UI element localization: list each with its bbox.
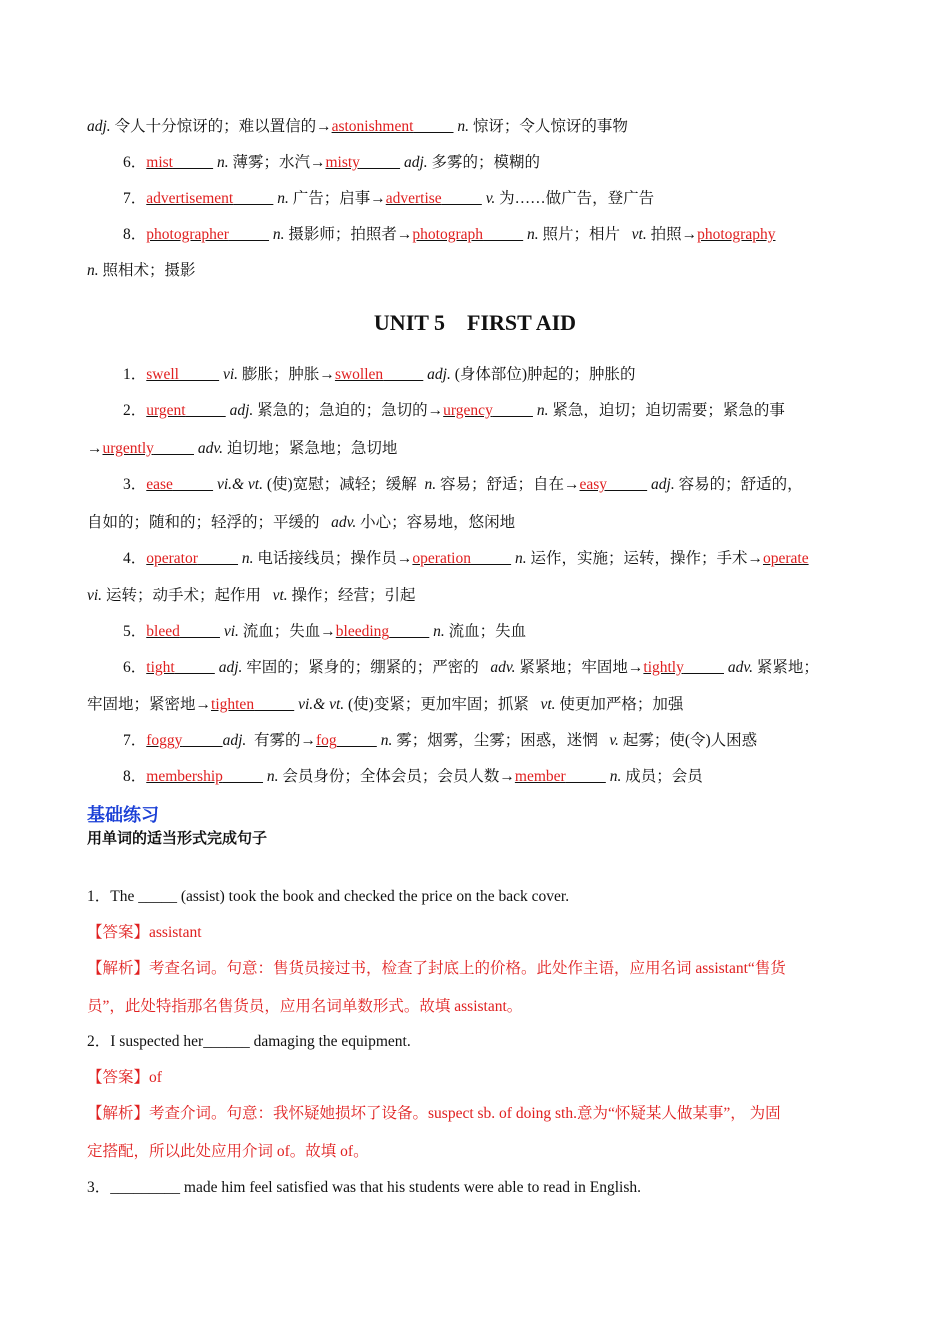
pos: adv. — [197, 440, 223, 457]
question-text: made him feel satisfied was that his students were able to read in English. — [180, 1179, 642, 1196]
pos: n. — [277, 190, 289, 207]
definition: 雾；烟雾，尘雾；困惑，迷惘 — [396, 732, 598, 749]
explanation-label: 【解析】 — [87, 960, 150, 977]
answer-blank: _________ — [110, 1179, 181, 1196]
vocab-line-membership — [123, 766, 870, 788]
pos: n. — [87, 262, 99, 279]
answer-blank: ______ — [203, 1033, 250, 1050]
pos: n. — [433, 623, 445, 640]
vocab-line-ease — [123, 474, 870, 496]
vocab-line-operate-cont — [87, 585, 870, 607]
pos: adj. — [229, 402, 254, 419]
vocab-line-swell — [123, 364, 870, 386]
pos: adv. — [490, 659, 516, 676]
answer: member — [514, 768, 566, 785]
answer-label: 【答案】 — [87, 1069, 150, 1086]
definition: 流血；失血 — [448, 623, 527, 640]
item-number: 5． — [123, 623, 147, 640]
answer: photograph — [412, 226, 484, 243]
pos: n. — [527, 226, 539, 243]
item-number: 6． — [123, 154, 147, 171]
unit-title: UNIT 5 FIRST AID — [373, 310, 577, 335]
item-number: 8． — [123, 226, 147, 243]
definition: 多雾的；模糊的 — [431, 154, 541, 171]
vocab-line-astonishing — [87, 116, 870, 138]
pos: vi. — [222, 366, 239, 383]
definition: 运转；动手术；起作用 — [105, 587, 261, 604]
definition: 牢固的；紧身的；绷紧的；严密的 — [246, 659, 479, 676]
answer: photographer — [146, 226, 229, 243]
definition: 令人十分惊讶的；难以置信的→ — [114, 118, 332, 135]
answer: operator — [146, 550, 198, 567]
definition: 自如的；随和的；轻浮的；平缓的 — [87, 514, 320, 531]
vocab-line-urgent — [123, 400, 870, 422]
answer: urgency — [443, 402, 493, 419]
pos: v. — [485, 190, 496, 207]
vocab-line-photography-def — [87, 260, 870, 282]
vocab-line-tighten — [87, 694, 870, 716]
item-number: 6． — [123, 659, 147, 676]
pos: adj. — [427, 366, 451, 383]
answer: bleeding — [335, 623, 390, 640]
definition: 使更加严格；加强 — [559, 696, 684, 713]
answer: operation — [412, 550, 471, 567]
pos: vi. — [223, 623, 239, 640]
item-number: 7． — [123, 732, 147, 749]
pos: n. — [216, 154, 229, 171]
answer-1 — [87, 922, 870, 944]
pos: vi.& vt. — [216, 476, 263, 493]
definition: 紧紧地；牢固地→ — [519, 659, 644, 676]
pos: adv. — [727, 659, 753, 676]
pos: vt. — [631, 226, 647, 243]
vocab-line-urgently — [87, 438, 870, 460]
answer-label: 【答案】 — [87, 924, 150, 941]
pos: n. — [241, 550, 254, 567]
answer: foggy — [146, 732, 183, 749]
section-title: 基础练习 — [87, 805, 159, 826]
definition: 紧急的；急迫的；急切的→ — [257, 402, 444, 419]
definition: 起雾；使(令)人困惑 — [622, 732, 758, 749]
item-number: 1． — [123, 366, 147, 383]
question-text: 3． — [87, 1179, 111, 1196]
vocab-line-ease-cont — [87, 512, 870, 534]
definition: 牢固地；紧密地→ — [87, 696, 212, 713]
answer: operate — [762, 550, 809, 567]
section-subtitle: 用单词的适当形式完成句子 — [87, 829, 268, 847]
pos: vi. — [87, 587, 103, 604]
answer: fog — [316, 732, 337, 749]
definition: 成员；会员 — [625, 768, 703, 785]
vocab-line-operator — [123, 548, 870, 570]
answer: misty — [325, 154, 360, 171]
question-text: (assist) took the book and checked the price on the back cover. — [176, 888, 570, 905]
definition: 会员身份；全体会员；会员人数→ — [282, 768, 515, 785]
definition: 照相术；摄影 — [102, 262, 196, 279]
definition: 流血；失血→ — [242, 623, 336, 640]
explanation-2-line1 — [87, 1103, 870, 1125]
definition: 紧急，迫切；迫切需要；紧急的事 — [552, 402, 785, 419]
answer-2 — [87, 1067, 870, 1089]
item-number: 7． — [123, 190, 147, 207]
pos: n. — [424, 476, 437, 493]
answer: swollen — [334, 366, 384, 383]
answer: urgently — [102, 440, 154, 457]
definition: 摄影师；拍照者→ — [288, 226, 413, 243]
definition: (使)宽慰；减轻；缓解 — [266, 476, 417, 493]
pos: n. — [609, 768, 622, 785]
answer: bleed — [146, 623, 180, 640]
definition: 拍照→ — [650, 226, 698, 243]
vocab-line-tight — [123, 657, 870, 679]
definition: 迫切地；紧急地；急切地 — [226, 440, 398, 457]
vocab-line-mist — [123, 152, 870, 174]
answer: photography — [697, 226, 776, 243]
explanation-text: 员”，此处特指那名售货员，应用名词单数形式。故填 assistant。 — [87, 998, 523, 1015]
pos: adj. — [403, 154, 428, 171]
question-text: 1．The — [87, 888, 139, 905]
vocab-line-advertisement — [123, 188, 870, 210]
answer-value: assistant — [149, 924, 202, 941]
question-text: damaging the equipment. — [249, 1033, 411, 1050]
pos: n. — [380, 732, 393, 749]
vocab-line-photographer — [123, 224, 870, 246]
question-1 — [87, 886, 870, 908]
vocab-line-bleed — [123, 621, 870, 643]
answer: tightly — [643, 659, 684, 676]
answer: ease — [146, 476, 173, 493]
question-3 — [87, 1177, 870, 1199]
answer: tight — [146, 659, 175, 676]
definition: 容易的；舒适的， — [678, 476, 803, 493]
definition: 操作；经营；引起 — [291, 587, 416, 604]
pos: vi.& vt. — [298, 696, 345, 713]
pos: vt. — [540, 696, 556, 713]
pos: adj. — [222, 732, 247, 749]
pos: n. — [457, 118, 470, 135]
definition: 运作，实施；运转，操作；手术→ — [530, 550, 763, 567]
item-number: 2． — [123, 402, 147, 419]
answer: swell — [146, 366, 179, 383]
question-text: 2．I suspected her — [87, 1033, 204, 1050]
definition: 容易；舒适；自在→ — [439, 476, 580, 493]
definition: 膨胀；肿胀→ — [241, 366, 335, 383]
explanation-1-line2 — [87, 996, 870, 1018]
pos: adj. — [218, 659, 243, 676]
pos: adj. — [651, 476, 675, 493]
definition: 照片；相片 — [542, 226, 621, 243]
pos: n. — [536, 402, 549, 419]
item-number: 8． — [123, 768, 147, 785]
definition: 电话接线员；操作员→ — [257, 550, 413, 567]
definition: (使)变紧；更加牢固；抓紧 — [348, 696, 529, 713]
item-number: 4． — [123, 550, 147, 567]
explanation-text: 定搭配，所以此处应用介词 of。故填 of。 — [87, 1143, 369, 1160]
definition: 为……做广告，登广告 — [499, 190, 655, 207]
definition: (身体部位)肿起的；肿胀的 — [454, 366, 636, 383]
answer-blank: _____ — [138, 888, 177, 905]
pos: n. — [272, 226, 285, 243]
answer-value: of — [149, 1069, 162, 1086]
explanation-label: 【解析】 — [87, 1105, 150, 1122]
vocab-line-foggy — [123, 730, 870, 752]
definition: 小心；容易地，悠闲地 — [360, 514, 516, 531]
pos: v. — [609, 732, 619, 749]
pos: adv. — [331, 514, 357, 531]
question-2 — [87, 1031, 870, 1053]
definition: 惊讶；令人惊讶的事物 — [472, 118, 628, 135]
pos: n. — [266, 768, 279, 785]
answer: membership — [146, 768, 223, 785]
answer: mist — [146, 154, 173, 171]
answer: advertise — [385, 190, 442, 207]
pos: n. — [514, 550, 527, 567]
explanation-text: 考查名词。句意：售货员接过书，检查了封底上的价格。此处作主语，应用名词 assistant“售货 — [149, 960, 786, 977]
explanation-text: 考查介词。句意：我怀疑她损坏了设备。suspect sb. of doing sth.意为“怀疑某人做某事”， 为固 — [149, 1105, 781, 1122]
explanation-1-line1 — [87, 958, 870, 980]
explanation-2-line2 — [87, 1141, 870, 1163]
arrow: → — [87, 440, 103, 457]
answer: tighten — [211, 696, 255, 713]
definition: 广告；启事→ — [292, 190, 386, 207]
answer: easy — [579, 476, 608, 493]
pos: vt. — [272, 587, 288, 604]
definition: 薄雾；水汽→ — [232, 154, 326, 171]
answer: advertisement — [146, 190, 234, 207]
answer: urgent — [146, 402, 186, 419]
item-number: 3． — [123, 476, 147, 493]
answer: astonishment — [331, 118, 414, 135]
definition: 有雾的→ — [254, 732, 317, 749]
pos: adj. — [87, 118, 111, 135]
definition: 紧紧地； — [756, 659, 819, 676]
